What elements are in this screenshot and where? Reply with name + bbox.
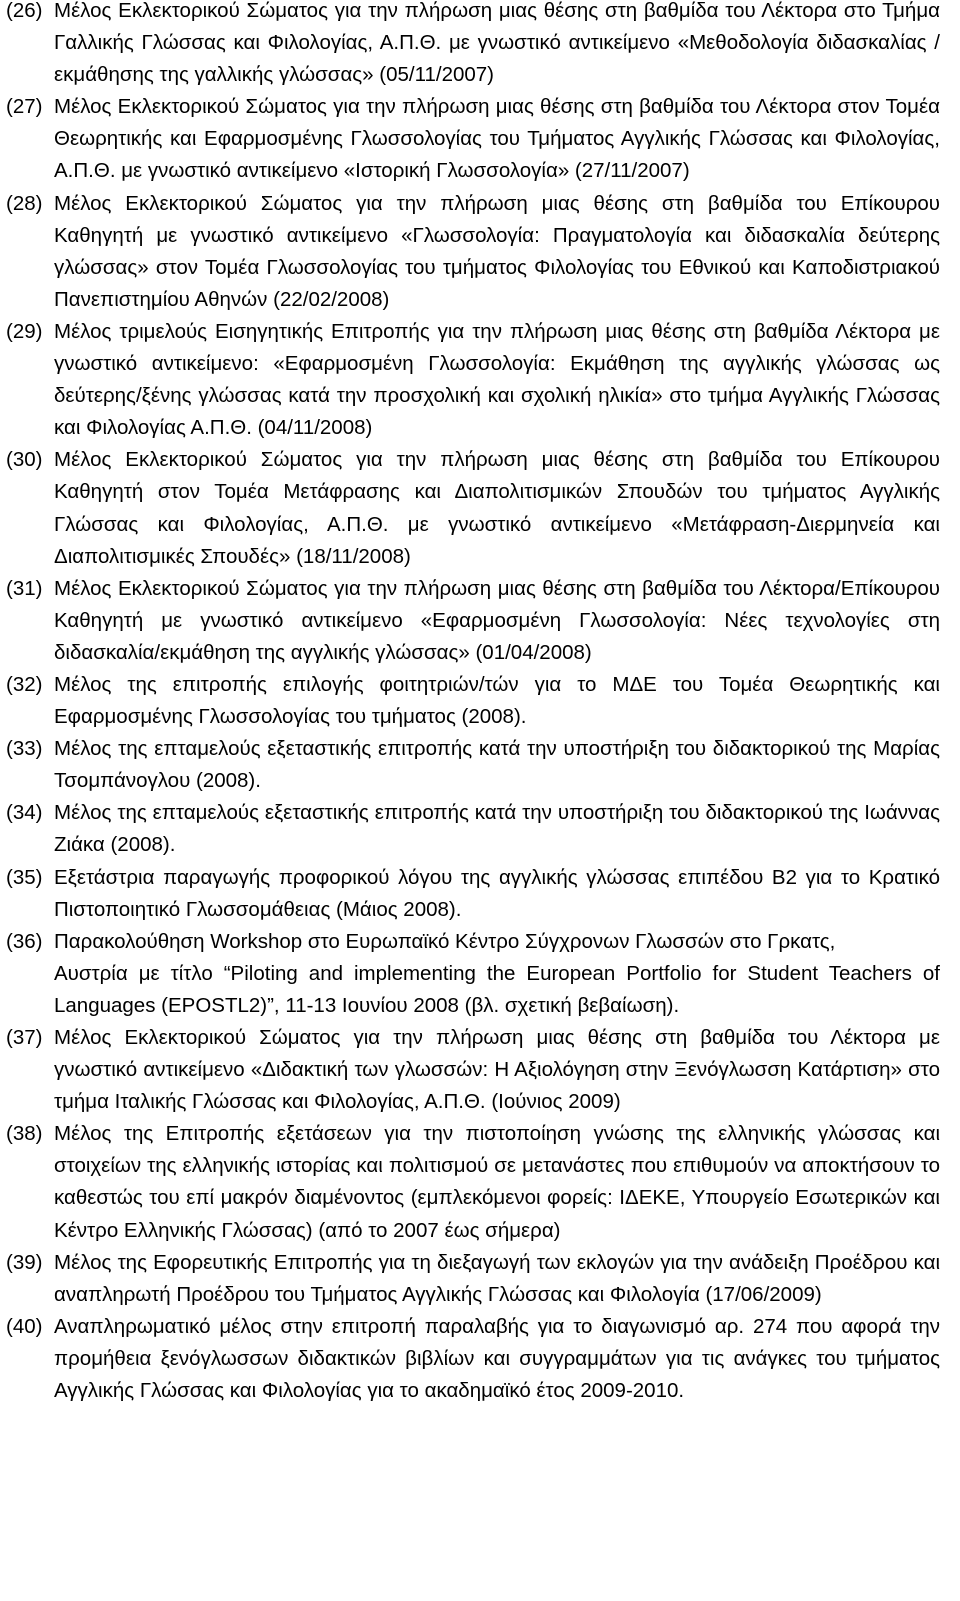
item-number: (36) [6,929,43,953]
item-text: Μέλος της Εφορευτικής Επιτροπής για τη διεξαγωγή των εκλογών για την ανάδειξη Προέδρου και αναπληρωτή Προέδρου του Τμήματος Αγγλικής Γλώσσας και Φιλολογία (17/06/2009) [54,1250,940,1306]
item-number: (37) [6,1026,43,1049]
item-text: Μέλος τριμελούς Εισηγητικής Επιτροπής για την πλήρωση μιας θέσης στη βαθμίδα Λέκτορα με γνωστικό αντικείμενο: «Εφαρμοσμένη Γλωσσολογία: Εκμάθηση της αγγλικής γλώσσας ως δεύτερης/ξένης γλώσσας κατά την προσχολική και σχολική ηλικία» στο τμήμα Αγγλικής Γλώσσας και Φιλολογίας Α.Π.Θ. (04/11/2008) [54,319,940,440]
item-number: (35) [6,865,43,889]
item-text: Μέλος Εκλεκτορικού Σώματος για την πλήρωση μιας θέσης στη βαθμίδα του Λέκτορα με γνωστικό αντικείμενο «Διδακτική των γλωσσών: Η Αξιολόγηση στην Ξενόγλωσση Κατάρτιση» στο τμήμα Ιταλικής Γλώσσας και Φιλολογίας, Α.Π.Θ. (Ιούνιος 2009) [54,1026,940,1114]
list-item [6,0,940,91]
item-text [54,926,940,1022]
item-text: Μέλος Εκλεκτορικού Σώματος για την πλήρωση μιας θέσης στη βαθμίδα του Επίκουρου Καθηγητή με γνωστικό αντικείμενο «Γλωσσολογία: Πραγματολογία και διδασκαλία δεύτερης γλώσσας» στον Τομέα Γλωσσολογίας του τμήματος Φιλολογίας του Εθνικού και Καποδιστριακού Πανεπιστημίου Αθηνών (22/02/2008) [54,191,940,311]
item-text: Μέλος της Επιτροπής εξετάσεων για την πιστοποίηση γνώσης της ελληνικής γλώσσας και στοιχείων της ελληνικής ιστορίας και πολιτισμού σε μετανάστες που επιθυμούν να αποκτήσουν το καθεστώς του επί μακρόν διαμένοντος (εμπλεκόμενοι φορείς: ΙΔΕΚΕ, Υπουργείο Εσωτερικών και Κέντρο Ελληνικής Γλώσσας) (από το 2007 έως σήμερα) [54,1122,940,1242]
item-number: (28) [6,191,43,215]
item-text: Μέλος της επταμελούς εξεταστικής επιτροπής κατά την υποστήριξη του διδακτορικού της Μαρίας Τσομπάνογλου (2008). [54,737,940,793]
item-number: (38) [6,1122,43,1146]
item-text: Αναπληρωματικό μέλος στην επιτροπή παραλαβής για το διαγωνισμό αρ. 274 που αφορά την προμήθεια ξενόγλωσσων διδακτικών βιβλίων και συγγραμμάτων για τις ανάγκες του τμήματος Αγγλικής Γλώσσας και Φιλολογίας για το ακαδημαϊκό έτος 2009-2010. [54,1314,940,1403]
list-item [6,91,940,187]
list-item [6,669,940,733]
list-item [6,1022,940,1118]
item-text: Μέλος Εκλεκτορικού Σώματος για την πλήρωση μιας θέσης στη βαθμίδα του Επίκουρου Καθηγητή στον Τομέα Μετάφρασης και Διαπολιτισμικών Σπουδών του τμήματος Αγγλικής Γλώσσας και Φιλολογίας, Α.Π.Θ. με γνωστικό αντικείμενο «Μετάφραση-Διερμηνεία και Διαπολιτισμικές Σπουδές» (18/11/2008) [54,448,940,568]
list-item [6,797,940,861]
list-item [6,1247,940,1311]
item-number: (33) [6,737,43,761]
item-text: Μέλος Εκλεκτορικού Σώματος για την πλήρωση μιας θέσης στη βαθμίδα του Λέκτορα/Επίκουρου Καθηγητή με γνωστικό αντικείμενο «Εφαρμοσμένη Γλωσσολογία: Νέες τεχνολογίες στη διδασκαλία/εκμάθηση της αγγλικής γλώσσας» (01/04/2008) [54,576,940,664]
list-item [6,316,940,444]
item-number: (30) [6,448,43,472]
item-text: Μέλος της επταμελούς εξεταστικής επιτροπής κατά την υποστήριξη του διδακτορικού της Ιωάννας Ζιάκα (2008). [54,801,940,857]
item-number: (39) [6,1250,43,1274]
list-item [6,188,940,316]
list-item [6,1311,940,1407]
item-text: Μέλος Εκλεκτορικού Σώματος για την πλήρωση μιας θέσης στη βαθμίδα του Λέκτορα στον Τομέα Θεωρητικής και Εφαρμοσμένης Γλωσσολογίας του Τμήματος Αγγλικής Γλώσσας και Φιλολογίας, Α.Π.Θ. με γνωστικό αντικείμενο «Ιστορική Γλωσσολογία» (27/11/2007) [54,95,940,183]
item-number: (34) [6,801,43,825]
list-item [6,862,940,926]
item-number: (29) [6,319,43,343]
list-item [6,444,940,572]
item-text-line: Αυστρία με τίτλο “Piloting and implementing the European Portfolio for Student Teachers of Languages (EPOSTL2)”, 11-13 Ιουνίου 2008 (βλ. σχετική βεβαίωση). [54,961,940,1017]
numbered-list [6,0,940,1407]
item-number: (27) [6,95,43,119]
list-item [6,733,940,797]
list-item [6,573,940,669]
list-item [6,926,940,1022]
item-text: Μέλος της επιτροπής επιλογής φοιτητριών/τών για το ΜΔΕ του Τομέα Θεωρητικής και Εφαρμοσμένης Γλωσσολογίας του τμήματος (2008). [54,672,940,729]
item-number: (32) [6,672,43,696]
item-text: Εξετάστρια παραγωγής προφορικού λόγου της αγγλικής γλώσσας επιπέδου Β2 για το Κρατικό Πιστοποιητικό Γλωσσομάθειας (Μάιος 2008). [54,865,940,921]
item-text-line: Παρακολούθηση Workshop στο Ευρωπαϊκό Κέντρο Σύγχρονων Γλωσσών στο Γρκατς, [54,929,836,953]
item-text: Μέλος Εκλεκτορικού Σώματος για την πλήρωση μιας θέσης στη βαθμίδα του Λέκτορα στο Τμήμα Γαλλικής Γλώσσας και Φιλολογίας, Α.Π.Θ. με γνωστικό αντικείμενο «Μεθοδολογία διδασκαλίας / εκμάθησης της γαλλικής γλώσσας» (05/11/2007) [54,0,940,87]
item-number: (40) [6,1314,43,1338]
item-number: (31) [6,576,43,600]
list-item [6,1118,940,1246]
item-number: (26) [6,0,43,22]
